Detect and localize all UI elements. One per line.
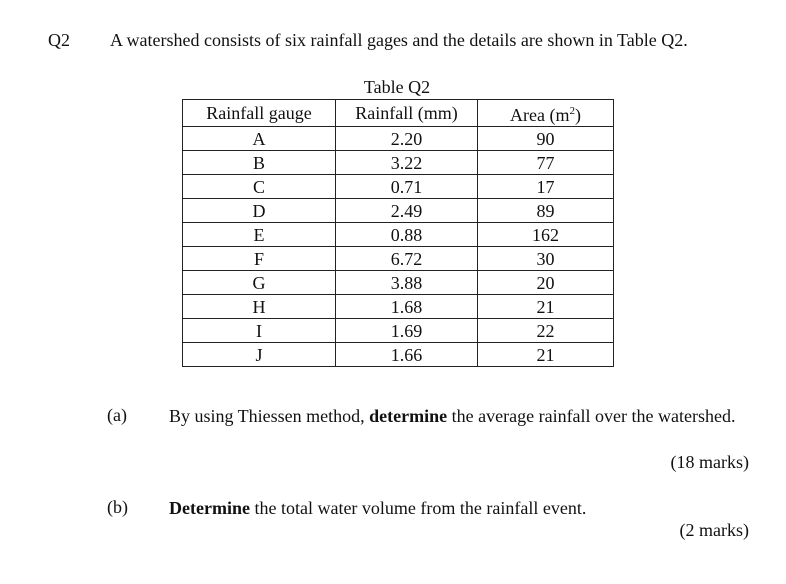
table-row [183,223,614,247]
header-rainfall-gauge: Rainfall gauge [183,100,336,127]
rainfall-cell: 3.88 [336,271,478,295]
gauge-cell: F [183,247,336,271]
table-row [183,127,614,151]
question-text: A watershed consists of six rainfall gages and the details are shown in Table Q2. [110,30,688,50]
area-cell: 22 [478,319,614,343]
rainfall-cell: 1.69 [336,319,478,343]
part-a-pre: By using Thiessen method, [169,406,370,426]
table-row [183,151,614,175]
header-rainfall-mm: Rainfall (mm) [336,100,478,127]
area-cell: 89 [478,199,614,223]
table-caption: Table Q2 [363,77,431,97]
header-area-sup: 2 [569,105,575,117]
rainfall-cell: 2.20 [336,127,478,151]
part-b-bold: Determine [169,498,250,518]
table-row [183,343,614,367]
gauge-cell: H [183,295,336,319]
table-row [183,175,614,199]
gauge-cell: J [183,343,336,367]
table-row [183,295,614,319]
header-area-prefix: Area (m [510,105,570,125]
rainfall-table [182,99,614,367]
part-b-text [169,497,752,519]
table-body [183,127,614,367]
gauge-cell: G [183,271,336,295]
table-row [183,319,614,343]
gauge-cell: I [183,319,336,343]
rainfall-cell: 0.88 [336,223,478,247]
area-cell: 20 [478,271,614,295]
part-a-text [169,405,752,427]
rainfall-cell: 3.22 [336,151,478,175]
gauge-cell: C [183,175,336,199]
area-cell: 90 [478,127,614,151]
area-cell: 77 [478,151,614,175]
rainfall-cell: 0.71 [336,175,478,199]
part-a-label: (a) [107,405,127,425]
area-cell: 162 [478,223,614,247]
header-area [478,100,614,127]
rainfall-cell: 1.68 [336,295,478,319]
area-cell: 17 [478,175,614,199]
rainfall-cell: 6.72 [336,247,478,271]
gauge-cell: B [183,151,336,175]
gauge-cell: D [183,199,336,223]
question-number: Q2 [48,30,70,50]
table-row [183,271,614,295]
rainfall-cell: 2.49 [336,199,478,223]
gauge-cell: E [183,223,336,247]
header-area-suffix: ) [574,105,581,125]
table-row [183,199,614,223]
part-a-post: the average rainfall over the watershed. [447,406,736,426]
part-a-bold: determine [369,406,448,426]
part-b-marks: (2 marks) [679,520,749,540]
table-header-row [183,100,614,127]
rainfall-cell: 1.66 [336,343,478,367]
table-row [183,247,614,271]
part-a-marks: (18 marks) [670,452,749,472]
area-cell: 21 [478,343,614,367]
gauge-cell: A [183,127,336,151]
area-cell: 21 [478,295,614,319]
area-cell: 30 [478,247,614,271]
part-b-label: (b) [107,497,128,517]
part-b-post: the total water volume from the rainfall event. [249,498,587,518]
